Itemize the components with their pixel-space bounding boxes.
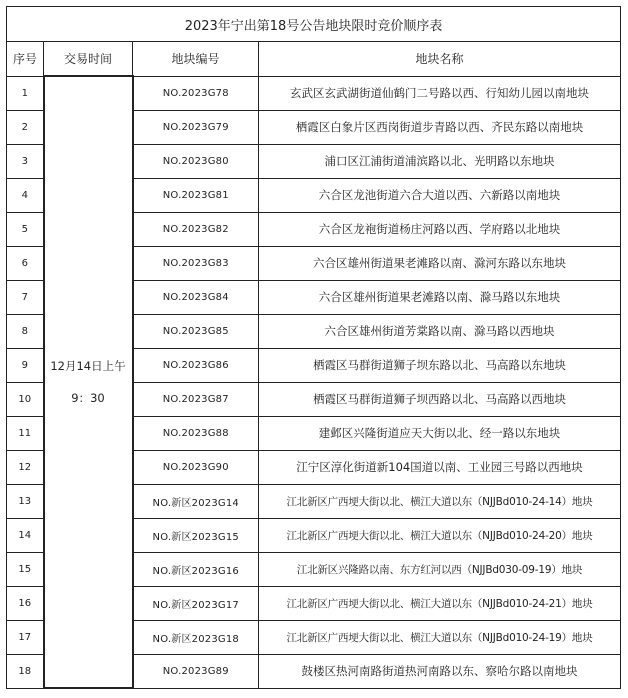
row-parcel-code: NO.2023G85 xyxy=(133,314,259,348)
row-parcel-code: NO.2023G86 xyxy=(133,348,259,382)
table-header-row xyxy=(7,42,621,77)
row-seq: 7 xyxy=(7,280,44,314)
row-parcel-code: NO.2023G81 xyxy=(133,178,259,212)
row-parcel-code: NO.新区2023G18 xyxy=(133,620,259,654)
row-parcel-code: NO.2023G79 xyxy=(133,110,259,144)
table-title: 2023年宁出第18号公告地块限时竞价顺序表 xyxy=(7,7,621,42)
row-parcel-name: 栖霞区白象片区西岗街道步青路以西、齐民东路以南地块 xyxy=(259,110,621,144)
table-row xyxy=(7,76,621,110)
row-parcel-name: 六合区雄州街道芳棠路以南、滁马路以西地块 xyxy=(259,314,621,348)
row-parcel-code: NO.2023G88 xyxy=(133,416,259,450)
trade-time-date: 12月14日上午 xyxy=(50,359,126,373)
row-seq: 16 xyxy=(7,586,44,620)
row-seq: 3 xyxy=(7,144,44,178)
row-parcel-name: 六合区龙袍街道杨庄河路以西、学府路以北地块 xyxy=(259,212,621,246)
row-parcel-code: NO.新区2023G16 xyxy=(133,552,259,586)
trade-time-hour: 9：30 xyxy=(71,391,105,405)
row-parcel-code: NO.2023G90 xyxy=(133,450,259,484)
row-seq: 1 xyxy=(7,76,44,110)
row-seq: 8 xyxy=(7,314,44,348)
row-parcel-code: NO.2023G84 xyxy=(133,280,259,314)
row-parcel-name: 江北新区兴隆路以南、东方红河以西（NJJBd030-09-19）地块 xyxy=(259,552,621,586)
row-parcel-name: 栖霞区马群街道狮子坝西路以北、马高路以西地块 xyxy=(259,382,621,416)
row-parcel-code: NO.2023G80 xyxy=(133,144,259,178)
row-parcel-code: NO.2023G87 xyxy=(133,382,259,416)
row-seq: 6 xyxy=(7,246,44,280)
row-seq: 18 xyxy=(7,654,44,688)
row-parcel-code: NO.新区2023G17 xyxy=(133,586,259,620)
row-parcel-name: 建邺区兴隆街道应天大街以北、经一路以东地块 xyxy=(259,416,621,450)
row-parcel-name: 江宁区淳化街道新104国道以南、工业园三号路以西地块 xyxy=(259,450,621,484)
row-parcel-name: 江北新区广西埂大街以北、横江大道以东（NJJBd010-24-20）地块 xyxy=(259,518,621,552)
row-seq: 11 xyxy=(7,416,44,450)
row-parcel-name: 六合区雄州街道果老滩路以南、滁河东路以东地块 xyxy=(259,246,621,280)
row-seq: 5 xyxy=(7,212,44,246)
row-parcel-name: 玄武区玄武湖街道仙鹤门二号路以西、行知幼儿园以南地块 xyxy=(259,76,621,110)
trade-time-cell xyxy=(44,76,133,688)
row-parcel-name: 江北新区广西埂大街以北、横江大道以东（NJJBd010-24-21）地块 xyxy=(259,586,621,620)
row-seq: 2 xyxy=(7,110,44,144)
row-parcel-code: NO.2023G78 xyxy=(133,76,259,110)
header-parcel-code: 地块编号 xyxy=(133,42,259,77)
row-seq: 13 xyxy=(7,484,44,518)
row-seq: 12 xyxy=(7,450,44,484)
row-parcel-code: NO.2023G82 xyxy=(133,212,259,246)
header-seq: 序号 xyxy=(7,42,44,77)
table-title-row xyxy=(7,7,621,42)
row-seq: 15 xyxy=(7,552,44,586)
row-parcel-name: 浦口区江浦街道浦滨路以北、光明路以东地块 xyxy=(259,144,621,178)
row-parcel-name: 江北新区广西埂大街以北、横江大道以东（NJJBd010-24-19）地块 xyxy=(259,620,621,654)
row-parcel-name: 江北新区广西埂大街以北、横江大道以东（NJJBd010-24-14）地块 xyxy=(259,484,621,518)
row-seq: 4 xyxy=(7,178,44,212)
document-page xyxy=(6,6,621,689)
row-seq: 17 xyxy=(7,620,44,654)
row-parcel-code: NO.2023G83 xyxy=(133,246,259,280)
row-parcel-name: 栖霞区马群街道狮子坝东路以北、马高路以东地块 xyxy=(259,348,621,382)
row-parcel-code: NO.新区2023G14 xyxy=(133,484,259,518)
row-parcel-code: NO.新区2023G15 xyxy=(133,518,259,552)
row-parcel-name: 六合区雄州街道果老滩路以南、滁马路以东地块 xyxy=(259,280,621,314)
row-parcel-name: 六合区龙池街道六合大道以西、六新路以南地块 xyxy=(259,178,621,212)
row-parcel-code: NO.2023G89 xyxy=(133,654,259,688)
header-trade-time: 交易时间 xyxy=(44,42,133,77)
auction-order-table xyxy=(6,6,621,689)
row-seq: 14 xyxy=(7,518,44,552)
header-parcel-name: 地块名称 xyxy=(259,42,621,77)
row-seq: 10 xyxy=(7,382,44,416)
row-parcel-name: 鼓楼区热河南路街道热河南路以东、察哈尔路以南地块 xyxy=(259,654,621,688)
row-seq: 9 xyxy=(7,348,44,382)
